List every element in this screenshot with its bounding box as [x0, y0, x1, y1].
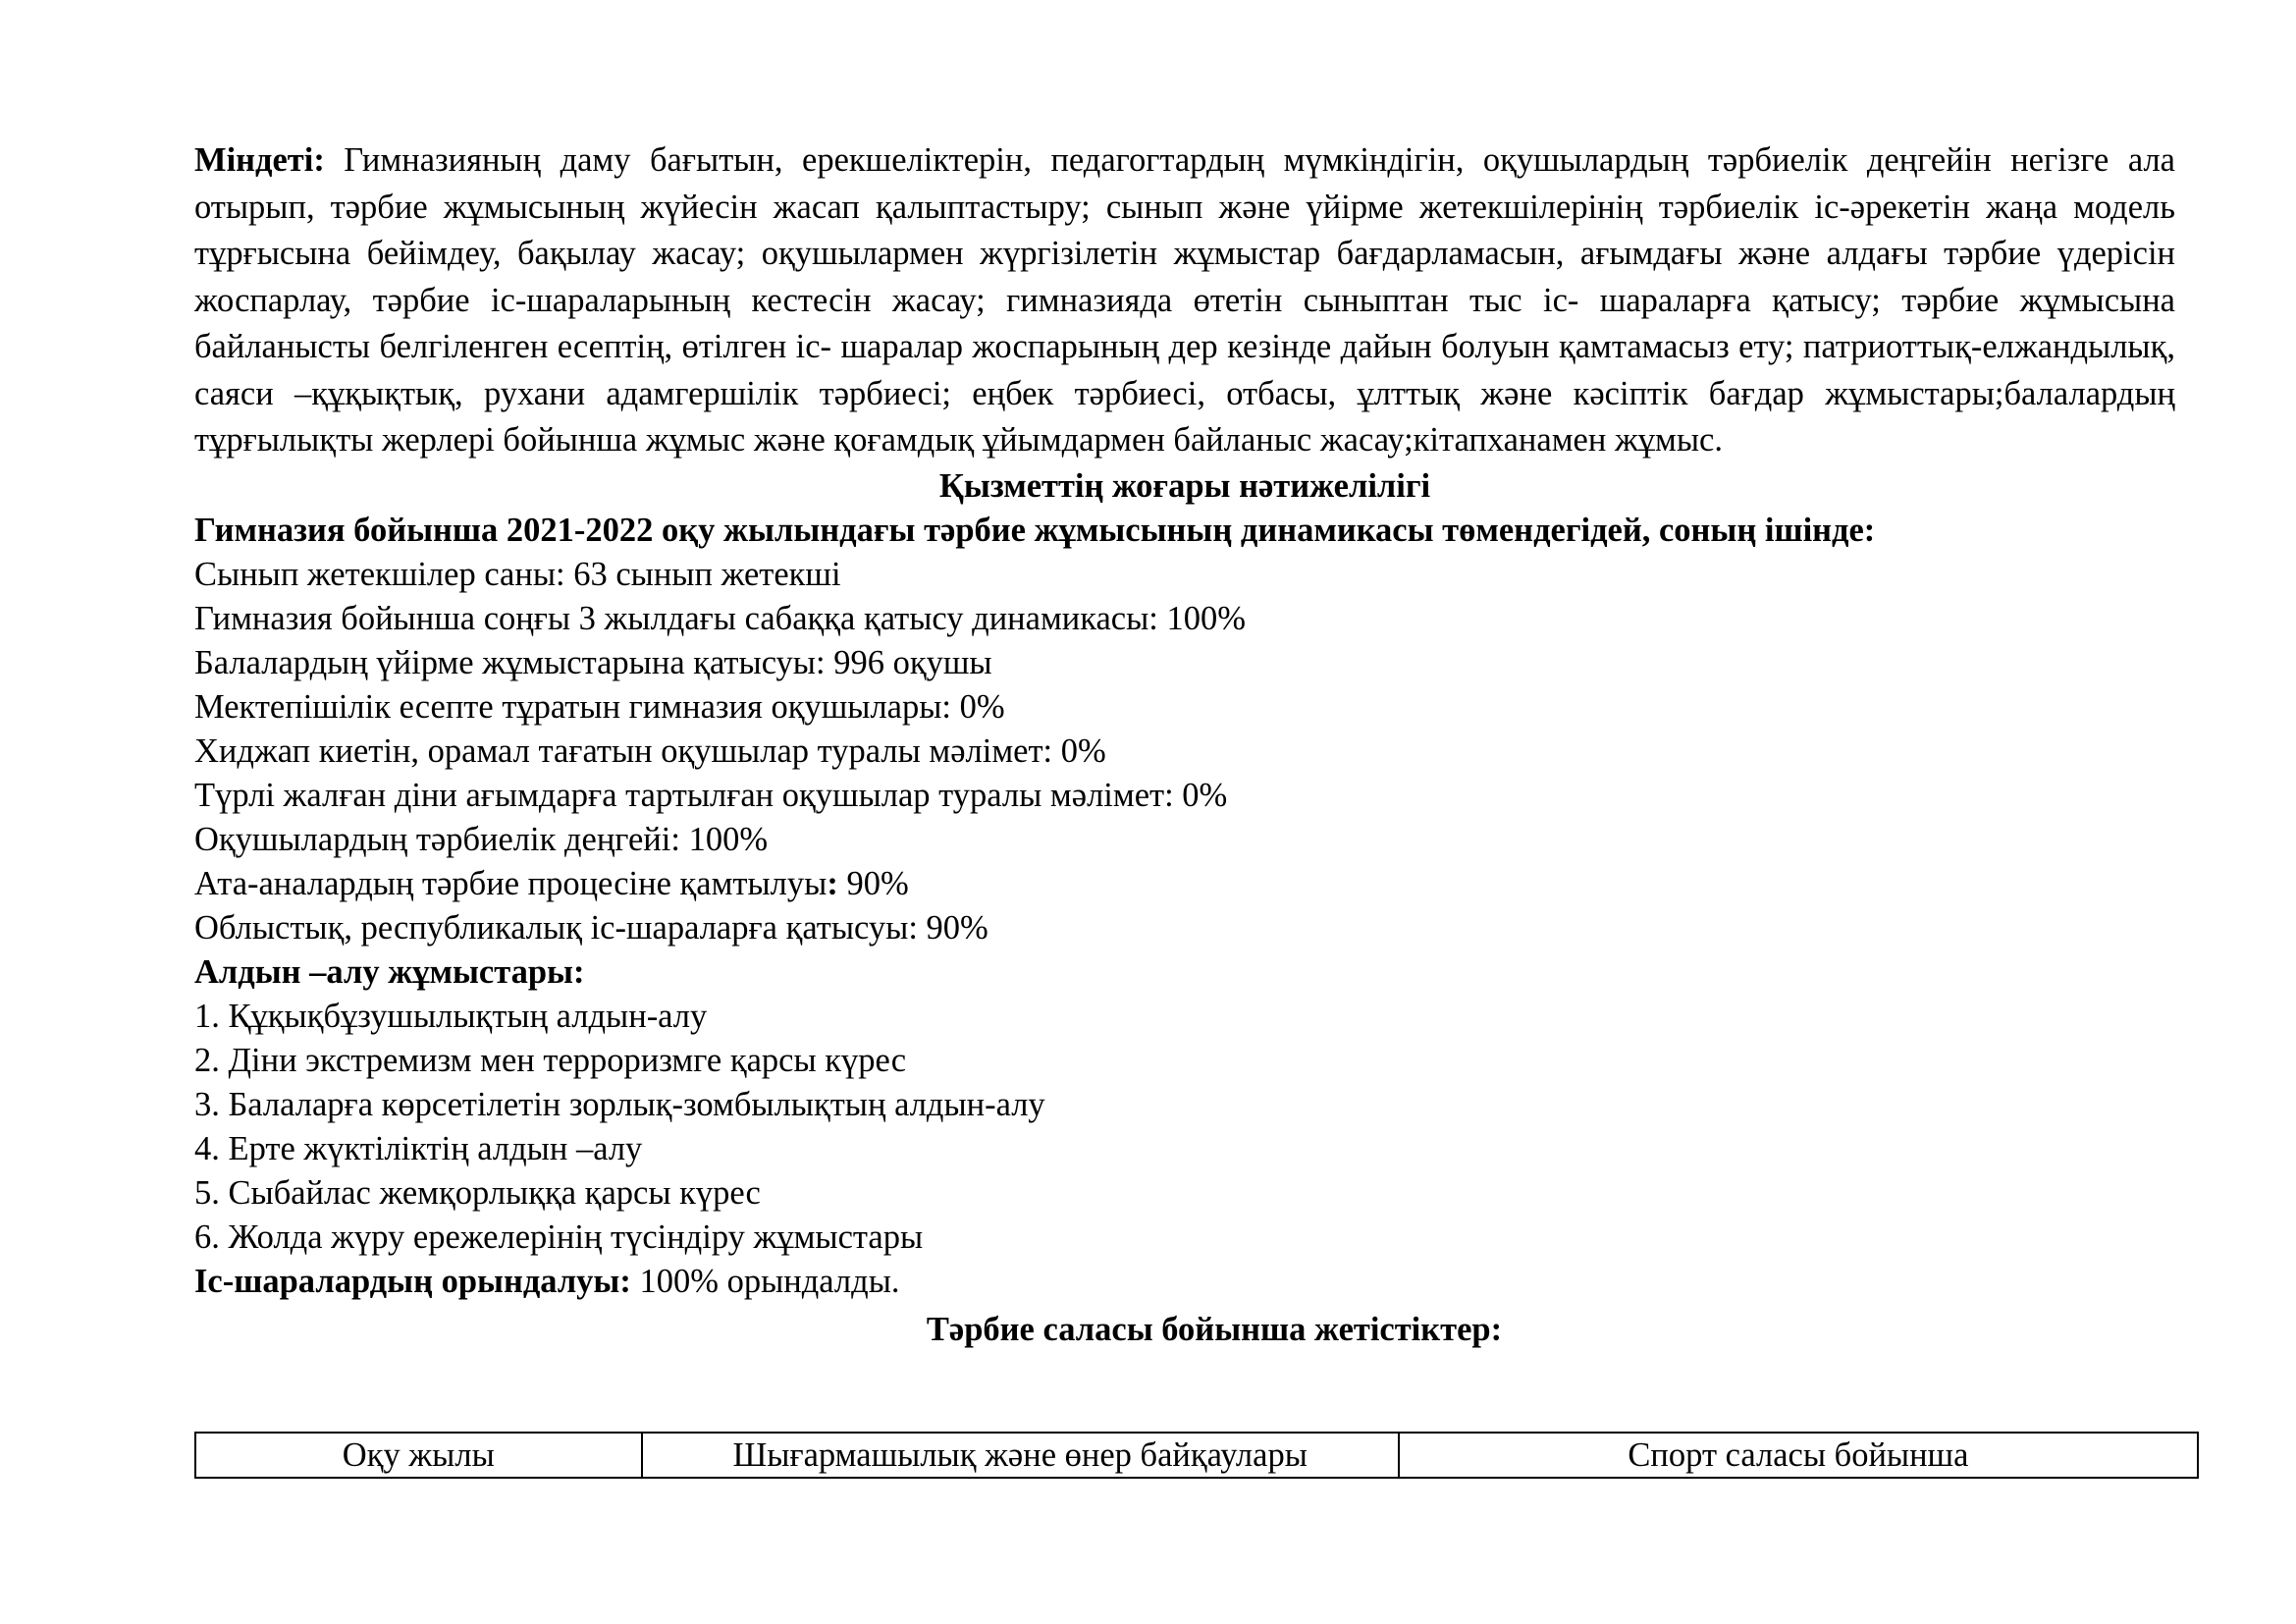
stat-registered: Мектепішілік есепте тұратын гимназия оқушылары: 0%: [194, 687, 1005, 726]
stat-class-teachers: Сынып жетекшілер саны: 63 сынып жетекші: [194, 555, 841, 593]
execution-value: 100% орындалды.: [630, 1262, 900, 1300]
prevention-heading: Алдын –алу жұмыстары:: [194, 952, 585, 991]
table-header-row: [195, 1433, 2198, 1478]
prevention-item: 1. Құқықбұзушылықтың алдын-алу: [194, 997, 708, 1035]
stat-parents: Ата-аналардың тәрбие процесіне қамтылуы: 90%: [194, 864, 909, 902]
achievements-table: [194, 1432, 2199, 1479]
prevention-item: 6. Жолда жүру ережелерінің түсіндіру жұмыстары: [194, 1218, 924, 1256]
tasks-text: Гимназияның даму бағытын, ерекшеліктерін, педагогтардың мүмкіндігін, оқушылардың тәрбиелік деңгейін негізге ала отырып, тәрбие жұмысының жүйесін жасап қалыптастыру; сынып және үйірме жетекшілерінің тәрбиелік іс-әрекетін жаңа модель тұрғысына бейімдеу, бақылау жасау; оқушылармен жүргізілетін жұмыстар бағдарламасын, ағымдағы және алдағы тәрбие үдерісін жоспарлау, тәрбие іс-шараларының кестесін жасау; гимназияда өтетін сыныптан тыс іс- шараларға қатысу; тәрбие жұмысына байланысты белгіленген есептің, өтілген іс- шаралар жоспарының дер кезінде дайын болуын қамтамасыз ету; патриоттық-елжандылық, саяси –құқықтық, рухани адамгершілік тәрбиесі; еңбек тәрбиесі, отбасы, ұлттық және кәсіптік бағдар жұмыстары;балалардың тұрғылықты жерлері бойынша жұмыс және қоғамдық ұйымдармен байланыс жасау;кітапханамен жұмыс.: [194, 141, 2175, 459]
stat-regional: Облыстық, республикалық іс-шараларға қатысуы: 90%: [194, 908, 988, 947]
results-heading: Қызметтің жоғары нәтижелілігі: [938, 466, 1431, 505]
col-header-creative: Шығармашылық және өнер байқаулары: [642, 1433, 1399, 1478]
col-header-year: Оқу жылы: [195, 1433, 642, 1478]
dynamics-heading: Гимназия бойынша 2021-2022 оқу жылындағы тәрбие жұмысының динамикасы төмендегідей, соның ішінде:: [194, 511, 1876, 549]
stat-religious: Түрлі жалған діни ағымдарға тартылған оқушылар туралы мәлімет: 0%: [194, 776, 1228, 814]
stat-upbringing-level: Оқушылардың тәрбиелік деңгейі: 100%: [194, 820, 769, 858]
tasks-label: Міндеті:: [194, 141, 325, 179]
prevention-item: 3. Балаларға көрсетілетін зорлық-зомбылықтың алдын-алу: [194, 1085, 1045, 1123]
tasks-paragraph: [194, 137, 2175, 464]
prevention-item: 5. Сыбайлас жемқорлыққа қарсы күрес: [194, 1173, 761, 1212]
achievements-heading: Тәрбие саласы бойынша жетістіктер:: [926, 1310, 1503, 1348]
prevention-item: 4. Ерте жүктіліктің алдын –алу: [194, 1129, 643, 1167]
stat-hijab: Хиджап киетін, орамал тағатын оқушылар туралы мәлімет: 0%: [194, 731, 1106, 770]
document-page: [194, 137, 2175, 1352]
stat-clubs: Балалардың үйірме жұмыстарына қатысуы: 996 оқушы: [194, 643, 992, 681]
stat-attendance: Гимназия бойынша соңғы 3 жылдағы сабаққа қатысу динамикасы: 100%: [194, 599, 1246, 637]
prevention-item: 2. Діни экстремизм мен терроризмге қарсы күрес: [194, 1041, 907, 1079]
execution-line: [194, 1260, 2175, 1304]
execution-label: Іс-шаралардың орындалуы:: [194, 1262, 631, 1300]
col-header-sport: Спорт саласы бойынша: [1399, 1433, 2198, 1478]
